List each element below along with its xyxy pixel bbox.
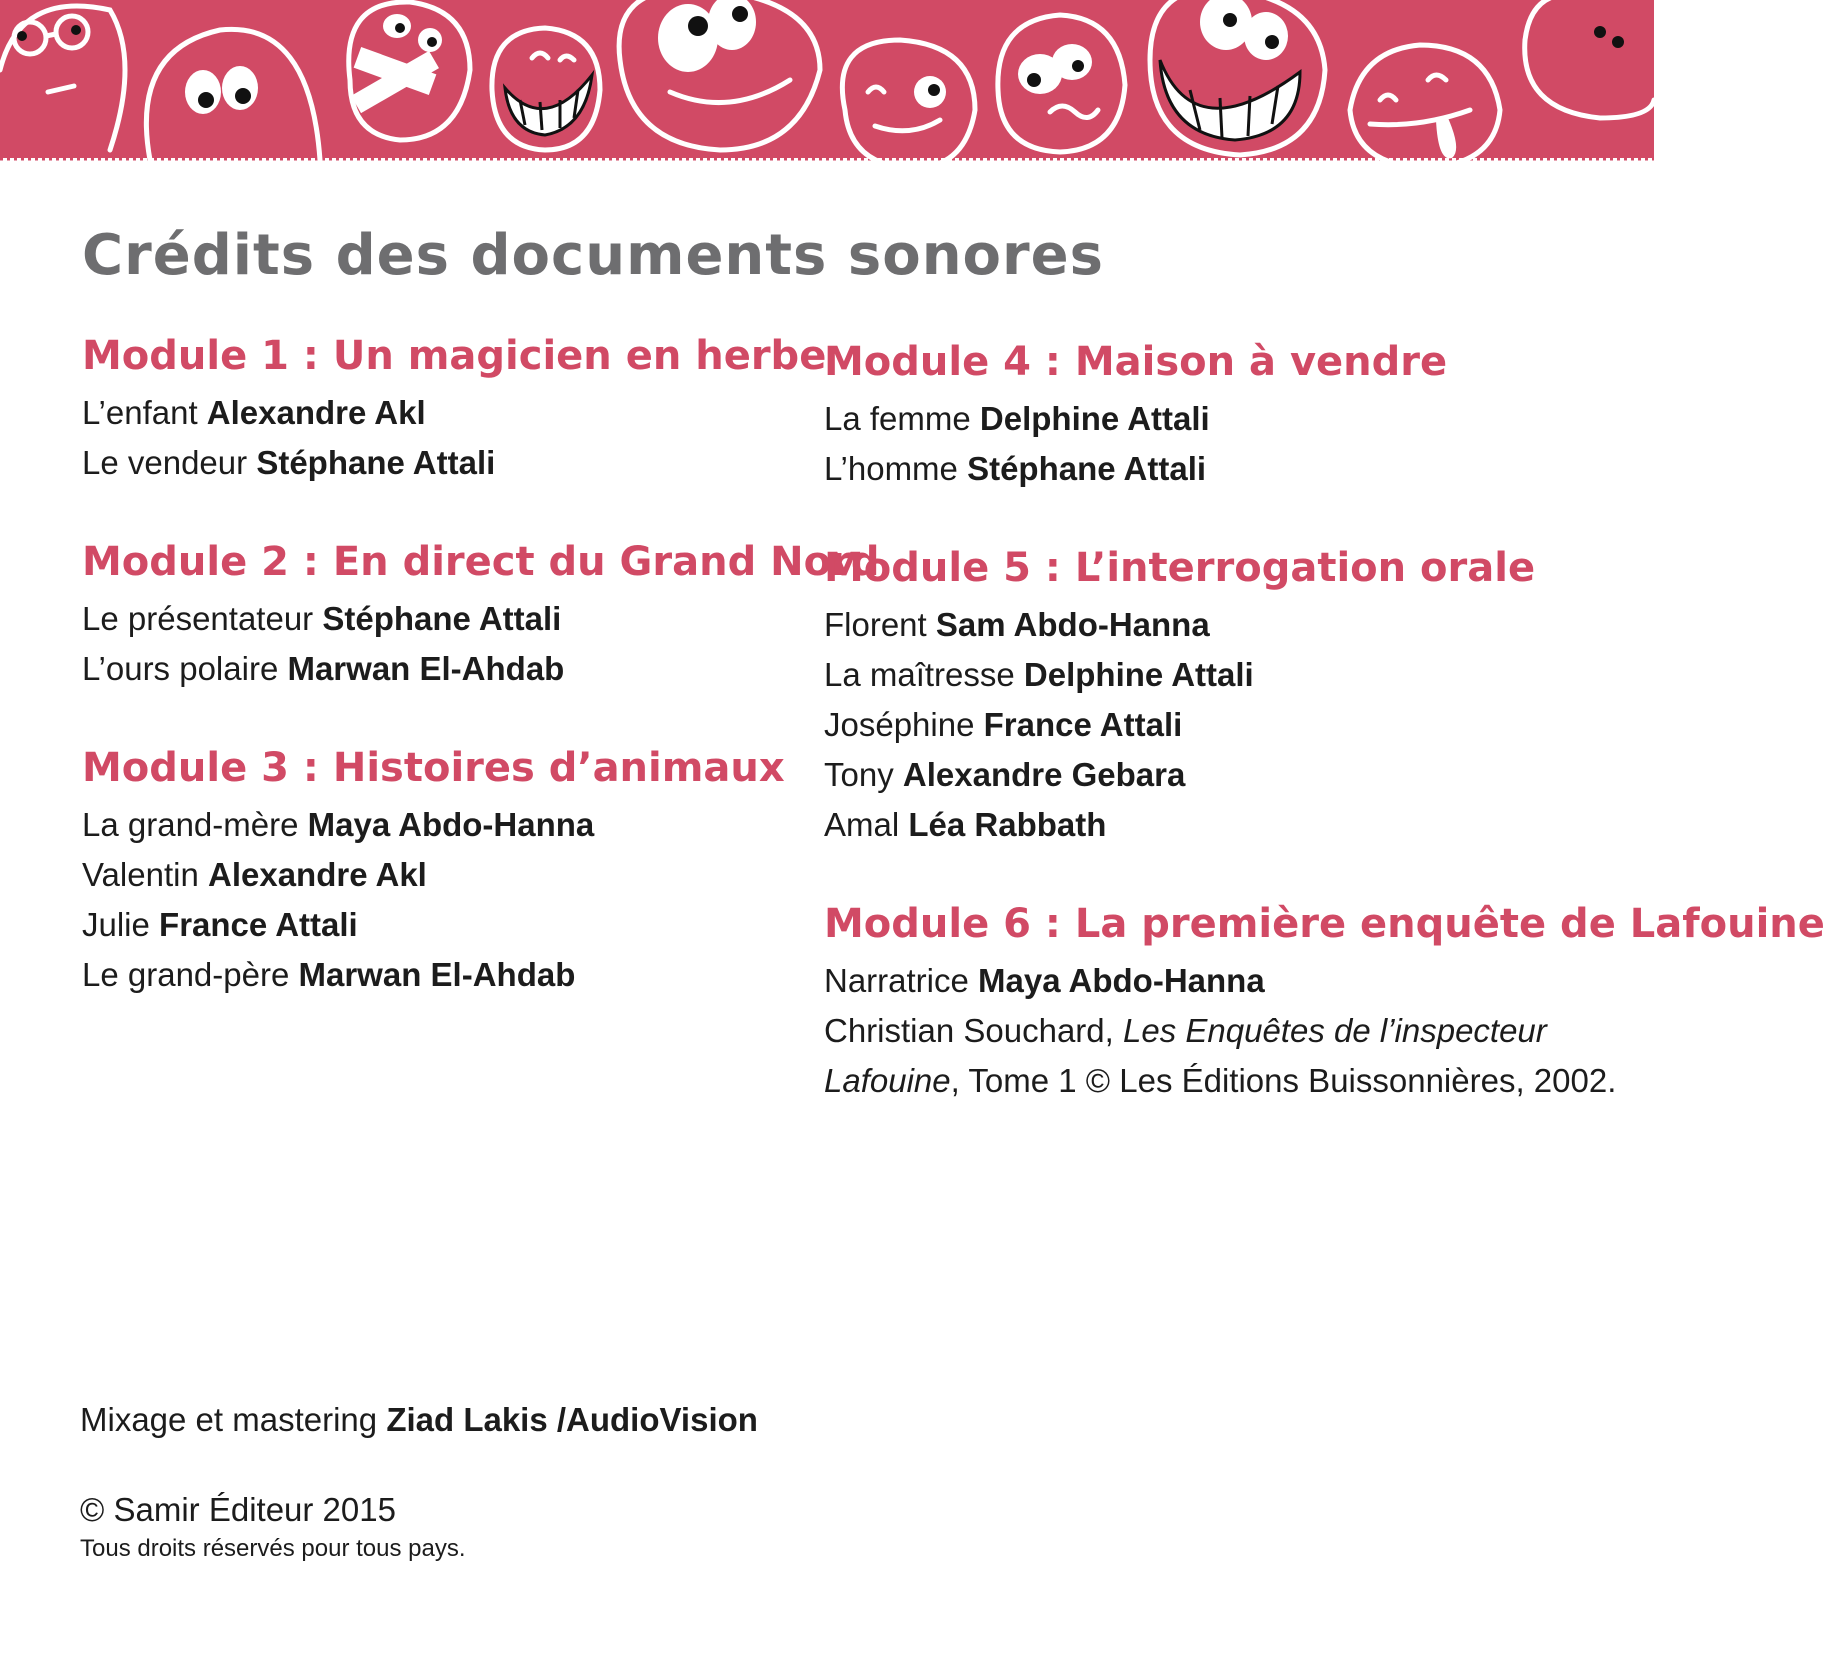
credit-line [82, 900, 802, 950]
source-line-2 [824, 1056, 1644, 1106]
credit-line [824, 700, 1644, 750]
role: Le grand-père [82, 956, 290, 993]
person-name: Delphine Attali [1023, 656, 1254, 693]
role: L’ours polaire [82, 650, 279, 687]
credit-line [824, 650, 1644, 700]
person-name: Alexandre Akl [206, 394, 426, 431]
module-6 [824, 898, 1825, 1106]
credit-line [82, 644, 802, 694]
person-name: Maya Abdo-Hanna [307, 806, 595, 843]
module-1 [82, 330, 827, 488]
role: L’homme [824, 450, 958, 487]
person-name: Maya Abdo-Hanna [978, 962, 1265, 999]
person-name: Stéphane Attali [256, 444, 496, 481]
source-book-title-end: Lafouine [824, 1062, 951, 1099]
role: Julie [82, 906, 150, 943]
credit-line [82, 850, 802, 900]
mixage-credit [80, 1398, 758, 1442]
role: L’enfant [82, 394, 198, 431]
mixage-label: Mixage et mastering [80, 1401, 378, 1438]
role: Le présentateur [82, 600, 314, 637]
face-banner [0, 0, 1654, 162]
module-title: Module 1 : Un magicien en herbe [82, 333, 827, 379]
role: La femme [824, 400, 971, 437]
person-name: Alexandre Gebara [902, 756, 1186, 793]
credit-line [824, 444, 1644, 494]
source-author: Christian Souchard, [824, 1012, 1114, 1049]
source-publisher: , Tome 1 © Les Éditions Buissonnières, 2002. [950, 1062, 1617, 1099]
person-name: Marwan El-Ahdab [298, 956, 576, 993]
role: La maîtresse [824, 656, 1015, 693]
person-name: France Attali [983, 706, 1183, 743]
cartoon-faces-icon [0, 0, 1654, 162]
credit-line [82, 438, 802, 488]
mixage-person: Ziad Lakis /AudioVision [386, 1401, 758, 1438]
page-title: Crédits des documents sonores [82, 223, 1104, 288]
source-line-1 [824, 1006, 1644, 1056]
person-name: Alexandre Akl [207, 856, 427, 893]
person-name: Delphine Attali [979, 400, 1210, 437]
role: Valentin [82, 856, 199, 893]
role: Florent [824, 606, 927, 643]
module-title: Module 3 : Histoires d’animaux [82, 745, 785, 791]
module-title: Module 5 : L’interrogation orale [824, 545, 1536, 591]
credit-line [82, 388, 802, 438]
person-name: Marwan El-Ahdab [287, 650, 565, 687]
right-column [824, 336, 1825, 1154]
module-title: Module 2 : En direct du Grand Nord [82, 539, 880, 585]
role: Tony [824, 756, 894, 793]
source-book-title: Les Enquêtes de l’inspecteur [1123, 1012, 1547, 1049]
credit-line [82, 594, 802, 644]
person-name: Stéphane Attali [322, 600, 562, 637]
role: Amal [824, 806, 900, 843]
module-title: Module 4 : Maison à vendre [824, 339, 1448, 385]
role: Narratrice [824, 962, 969, 999]
role: Joséphine [824, 706, 975, 743]
person-name: France Attali [159, 906, 358, 943]
credit-line [824, 394, 1644, 444]
module-5 [824, 542, 1644, 850]
module-3 [82, 742, 802, 1000]
rights-notice: Tous droits réservés pour tous pays. [80, 1535, 466, 1562]
role: La grand-mère [82, 806, 299, 843]
credit-line [824, 800, 1644, 850]
person-name: Stéphane Attali [967, 450, 1207, 487]
credit-line [82, 800, 802, 850]
credit-line [824, 956, 1644, 1006]
person-name: Léa Rabbath [908, 806, 1107, 843]
person-name: Sam Abdo-Hanna [935, 606, 1210, 643]
credit-line [824, 600, 1644, 650]
module-title: Module 6 : La première enquête de Lafouine [824, 901, 1825, 947]
role: Le vendeur [82, 444, 248, 481]
credit-line [824, 750, 1644, 800]
copyright: © Samir Éditeur 2015 [80, 1491, 396, 1528]
credit-line [82, 950, 802, 1000]
module-4 [824, 336, 1644, 494]
